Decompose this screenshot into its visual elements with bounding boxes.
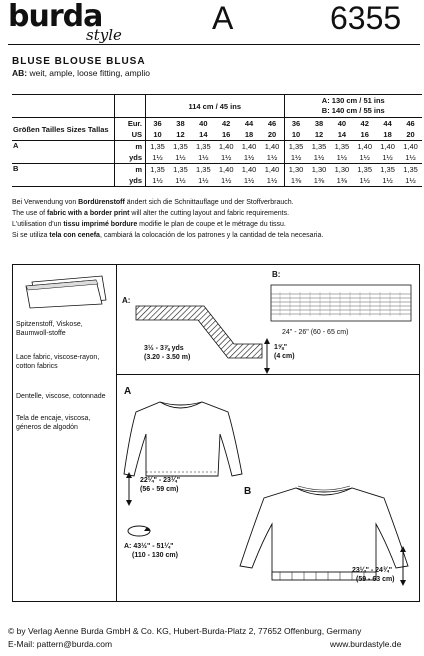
border-a-width: 1⅝" (274, 344, 288, 351)
cell-a-m: 1,35 (288, 142, 304, 151)
row-view-a: A (12, 141, 115, 164)
unit-m: m (115, 141, 146, 153)
size-us: 18 (244, 130, 254, 139)
cell-a-yds: 1½ (313, 153, 325, 162)
cell-b-yds: 1⅜ (336, 176, 348, 185)
cell-a-yds: 1½ (220, 153, 232, 162)
us-label: US (115, 129, 146, 141)
size-eur: 42 (222, 119, 231, 128)
cell-b-m: 1,35 (173, 165, 188, 174)
cell-a-m: 1,40 (403, 142, 418, 151)
border-a-width-cm: (4 cm) (274, 353, 295, 360)
cell-b-yds: 1⅜ (290, 176, 302, 185)
view-a-length: 22¼" - 23¼" (140, 477, 181, 484)
view-b-length: 23¼" - 24¾" (352, 567, 393, 574)
size-us: 16 (222, 130, 231, 139)
fabric-es: Tela de encaje, viscosa, géneros de algodón (16, 415, 91, 431)
size-us: 16 (360, 130, 369, 139)
size-us: 14 (337, 130, 347, 139)
cell-b-yds: 1½ (382, 176, 393, 185)
size-us: 18 (383, 130, 392, 139)
cell-a-yds: 1½ (175, 153, 186, 162)
cell-b-m: 1,30 (288, 165, 304, 174)
box-vertical-divider (116, 264, 117, 602)
box-horizontal-divider (116, 374, 419, 375)
fabric-width-alt (284, 95, 422, 118)
cell-a-yds: 1½ (405, 153, 416, 162)
note-de: Bei Verwendung von Bordürenstoff ändert sich die Schnittauflage und der Stoffverbrauch. (12, 199, 294, 206)
view-a-label: A (124, 386, 132, 397)
footer-website[interactable]: www.burdastyle.de (330, 639, 402, 649)
cell-b-m: 1,35 (357, 165, 373, 174)
cell-a-m: 1,35 (334, 142, 350, 151)
cell-a-yds: 1½ (243, 153, 255, 162)
size-eur: 36 (291, 119, 301, 128)
cell-b-m: 1,35 (196, 165, 211, 174)
cell-a-m: 1,40 (260, 141, 284, 153)
eur-label: Eur. (115, 118, 146, 130)
size-eur: 42 (360, 119, 369, 128)
cell-b-m: 1,35 (150, 165, 165, 174)
footer-email[interactable]: E-Mail: pattern@burda.com (8, 639, 113, 649)
cell-b-m: 1,30 (334, 165, 350, 174)
header-divider (8, 44, 420, 45)
fabric-width-main: 114 cm / 45 ins (146, 95, 285, 118)
row-view-b: B (12, 164, 115, 187)
fabric-width-alt-b: B: 140 cm / 55 ins (321, 106, 385, 115)
cell-a-m: 1,35 (311, 142, 327, 151)
size-eur: 36 (153, 119, 162, 128)
unit-m: m (115, 164, 146, 176)
pattern-number: 6355 (330, 0, 402, 36)
border-a-length-cm: (3.20 - 3.50 m) (144, 354, 191, 361)
cell-b-yds: 1½ (405, 176, 416, 185)
subtitle-views: AB: (12, 68, 28, 78)
cell-b-m: 1,40 (260, 164, 284, 176)
size-eur: 38 (176, 119, 185, 128)
unit-yds: yds (115, 175, 146, 187)
fabric-en: Lace fabric, viscose-rayon, cotton fabrics (16, 354, 100, 370)
cell-a-yds: 1½ (152, 153, 163, 162)
cell-a-m: 1,35 (150, 142, 165, 151)
garment-title: BLUSE BLOUSE BLUSA (12, 56, 146, 67)
cell-b-m: 1,35 (403, 165, 418, 174)
cell-a-yds: 1½ (336, 153, 348, 162)
burda-logo-style: style (86, 26, 122, 44)
size-us: 10 (153, 130, 162, 139)
fabric-de: Spitzenstoff, Viskose, Baumwoll-stoffe (16, 321, 83, 337)
size-eur: 44 (244, 119, 254, 128)
cell-a-yds: 1½ (198, 153, 209, 162)
cell-b-yds: 1½ (243, 176, 255, 185)
border-a-label: A: (122, 296, 131, 305)
view-b-length-arrow-icon (398, 546, 408, 586)
cell-a-m: 1,40 (241, 142, 257, 151)
cell-a-m: 1,35 (173, 142, 188, 151)
cell-b-yds: 1½ (220, 176, 232, 185)
size-eur: 44 (383, 119, 392, 128)
cell-b-yds: 1½ (359, 176, 370, 185)
cell-b-yds: 1½ (198, 176, 209, 185)
cell-a-yds: 1½ (359, 153, 370, 162)
border-a-length: 3½ - 3⅞ yds (144, 345, 184, 352)
view-a-hem: A: 43½" - 51¼" (124, 543, 174, 550)
size-eur: 40 (199, 119, 208, 128)
view-b-length-cm: (59 - 63 cm) (356, 576, 395, 583)
yardage-table (12, 94, 422, 187)
note-es: Si se utiliza tela con cenefa, cambiará la colocación de los patrones y la cantidad de tela necesaria. (12, 232, 324, 239)
cell-a-yds: 1½ (260, 152, 284, 164)
cell-a-yds: 1½ (290, 153, 302, 162)
subtitle-description: weit, ample, loose fitting, amplio (27, 68, 150, 78)
border-print-notes (12, 197, 323, 241)
cell-b-m: 1,40 (218, 165, 234, 174)
cell-a-m: 1,40 (357, 142, 373, 151)
cell-b-m: 1,35 (380, 165, 395, 174)
size-eur: 46 (406, 119, 415, 128)
size-eur: 40 (337, 119, 347, 128)
size-eur: 46 (260, 118, 284, 130)
fabric-width-alt-a: A: 130 cm / 51 ins (321, 96, 385, 105)
size-us: 14 (199, 130, 208, 139)
cell-b-m: 1,30 (311, 165, 327, 174)
view-a-length-cm: (56 - 59 cm) (140, 486, 179, 493)
size-us: 10 (291, 130, 301, 139)
note-en: The use of fabric with a border print will alter the cutting layout and fabric requirements. (12, 210, 290, 217)
cell-a-m: 1,35 (196, 142, 211, 151)
cell-b-yds: 1½ (152, 176, 163, 185)
view-a-hem-circumference-icon (126, 524, 152, 538)
border-b-strip-icon (270, 284, 412, 324)
size-us: 20 (260, 129, 284, 141)
border-b-width: 24" - 26" (60 - 65 cm) (282, 329, 349, 336)
view-letter: A (212, 0, 234, 36)
fabric-fr: Dentelle, viscose, cotonnade (16, 393, 106, 400)
note-fr: L'utilisation d'un tissu imprimé bordure modifie le plan de coupe et le métrage du tissu. (12, 221, 286, 228)
size-us: 20 (406, 130, 415, 139)
size-eur: 38 (314, 119, 324, 128)
view-a-length-arrow-icon (124, 472, 134, 506)
burda-logo: burda (8, 0, 103, 34)
cell-a-yds: 1½ (382, 153, 393, 162)
size-us: 12 (314, 130, 324, 139)
border-a-width-arrow-icon (262, 338, 272, 374)
border-b-label: B: (272, 270, 281, 279)
cell-b-m: 1,40 (241, 165, 257, 174)
footer-copyright: © by Verlag Aenne Burda GmbH & Co. KG, Hubert-Burda-Platz 2, 77652 Offenburg, Germany (8, 626, 362, 636)
cell-b-yds: 1½ (260, 175, 284, 187)
cell-b-yds: 1½ (175, 176, 186, 185)
garment-subtitle (12, 68, 150, 78)
cell-a-m: 1,40 (218, 142, 234, 151)
fabric-swatch-icon (22, 274, 108, 310)
view-b-label: B (244, 486, 252, 497)
size-us: 12 (176, 130, 185, 139)
unit-yds: yds (115, 152, 146, 164)
view-a-hem-cm: (110 - 130 cm) (132, 552, 178, 559)
cell-a-m: 1,40 (380, 142, 395, 151)
sizes-label: Größen Tailles Sizes Tallas (12, 118, 115, 141)
cell-b-yds: 1⅜ (313, 176, 325, 185)
